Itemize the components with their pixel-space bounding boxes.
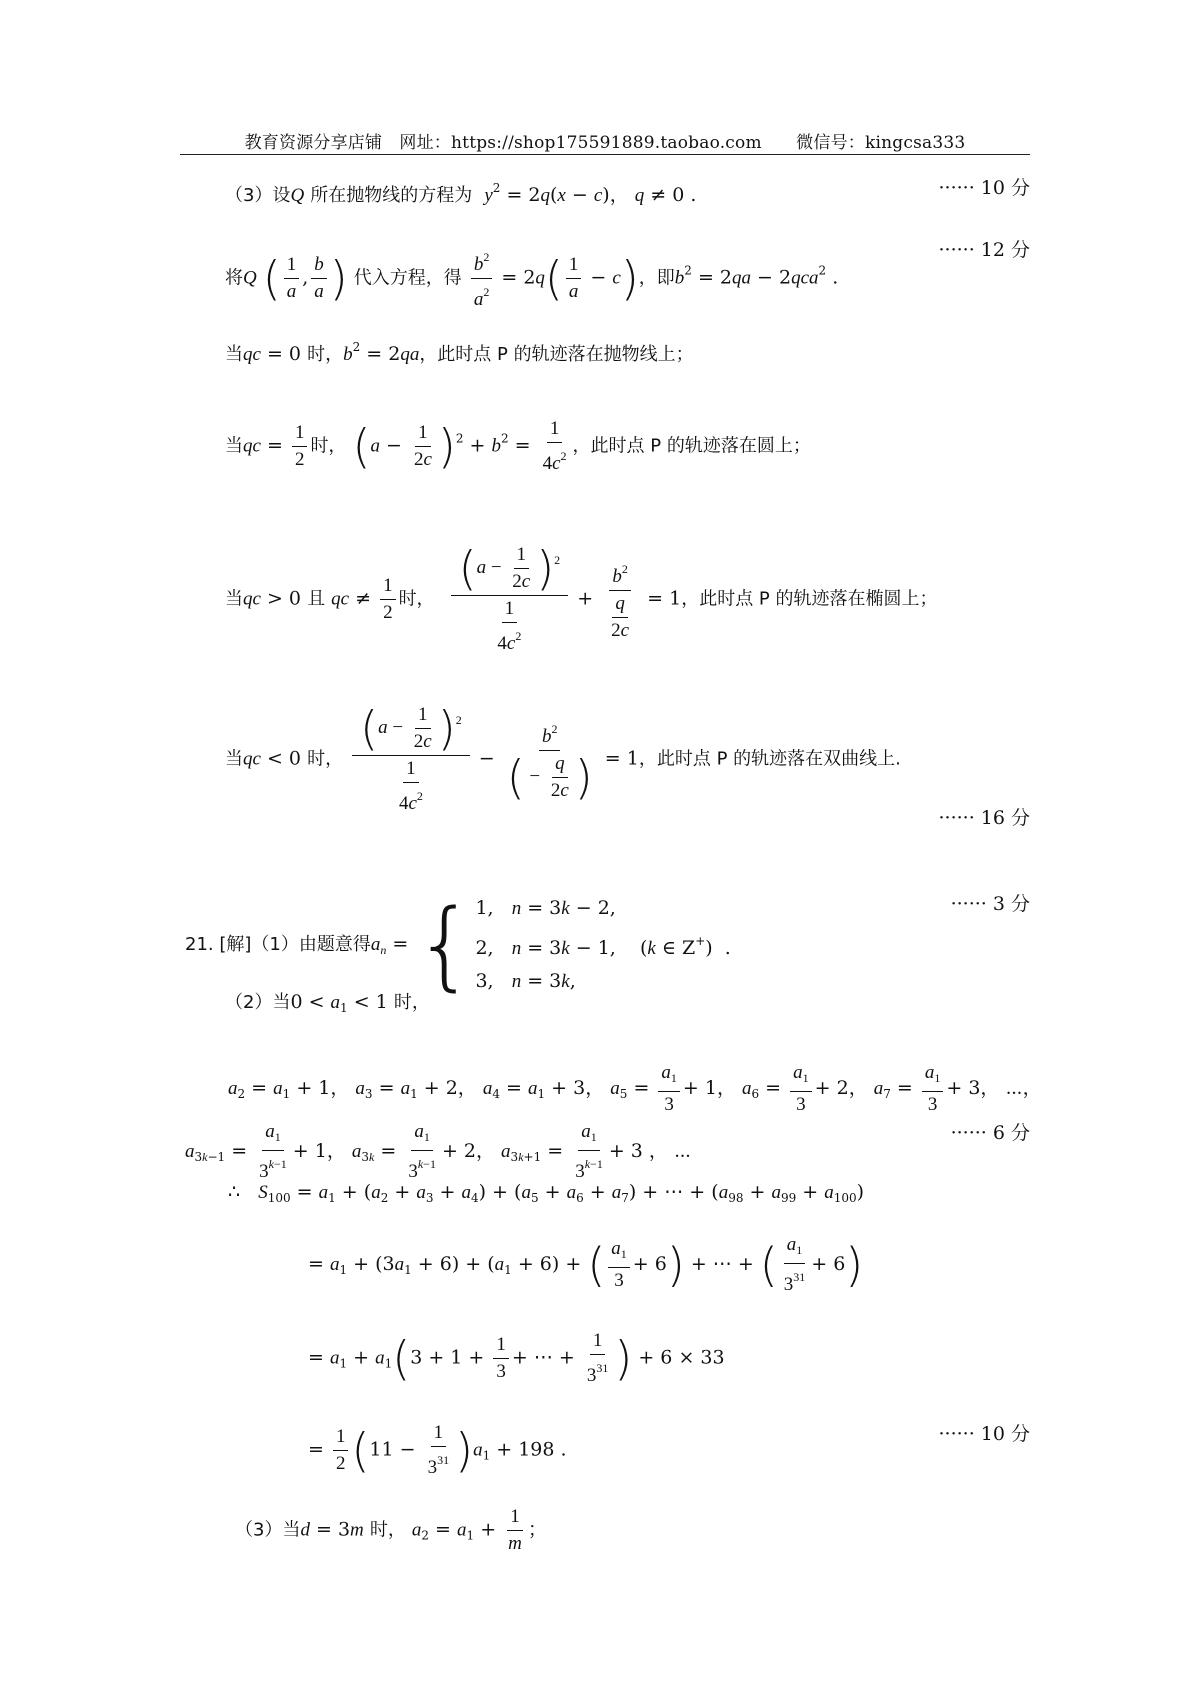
line-q21-part3: （3）当d = 3m 时， $a_2 = a_1$ + $\frac{1}{m}$ ；	[235, 1506, 547, 1554]
line-general-terms: $a_{3k-1}$ = $\frac{a_1}{3^{k-1}}$ + 1， $a_{3k}$ = $\frac{a_1}{3^{k-1}}$ + 2， $a_{3k+1}$ = $\frac{a_1}{3^{k-1}}$ + 3 ， ⋯	[185, 1121, 692, 1182]
line-s100-step2: = $a_1 + a_1(3 + 1$ + $\frac{1}{3}$ + ⋯ + $\frac{1}{3^{31}}$ ) + 6 × 33	[308, 1330, 725, 1386]
line-q21-part2: （2）当$0 < a_1 < 1$ 时，	[225, 991, 430, 1015]
score-10a: ······ 10 分	[938, 177, 1030, 199]
score-3: ······ 3 分	[950, 893, 1030, 915]
score-10b: ······ 10 分	[938, 1423, 1030, 1445]
line-q21-part1: 21. [解]（1）由题意得$a_n$ = { 1, n = 3k − 2, 2, n = 3k − 1, (k ∈ Z+) . 3, n = 3k,	[185, 889, 731, 1001]
header-rule	[180, 154, 1030, 155]
score-12: ······ 12 分	[938, 239, 1030, 261]
line-s100-result: = $\frac{1}{2}$ (11 − $\frac{1}{3^{31}}$ )$a_1 + 198$ .	[308, 1422, 567, 1478]
score-16: ······ 16 分	[938, 807, 1030, 829]
line-case-ellipse: 当qc > 0 且 qc ≠ $\frac{1}{2}$ 时， (a − $\frac{1}{2c}$ )$^2$ $\frac{1}{4c^2}$ + $\frac{b^2}{\frac{q}{2c}}$ = 1，此时点 P 的轨迹落在椭圆上；	[225, 541, 938, 654]
line-parabola-eq: （3）设Q 所在抛物线的方程为 $y^2 = 2q(x - c)$， q ≠ 0 .	[225, 181, 697, 206]
score-6: ······ 6 分	[950, 1122, 1030, 1144]
line-substitute: 将Q ( $\frac{1}{a}$ , $\frac{b}{a}$ ) 代入方程，得 $\frac{b^2}{a^2}$ = 2q( $\frac{1}{a}$ − c)，即$b^2 = 2qa - 2qca^2$ .	[225, 246, 838, 311]
line-sequence-terms: $a_2 = a_1 + 1$， $a_3 = a_1 + 2$， $a_4 = a_1 + 3$， $a_5$ = $\frac{a_1}{3}$ + 1， $a_6$ = $\frac{a_1}{3}$ + 2， $a_7$ = $\frac{a_1}{3}$ + 3， ⋯，	[228, 1062, 1042, 1115]
line-case-parabola: 当qc = 0 时，$b^2 = 2qa$，此时点 P 的轨迹落在抛物线上；	[225, 340, 694, 365]
line-case-hyperbola: 当qc < 0 时， (a − $\frac{1}{2c}$ )$^2$ $\frac{1}{4c^2}$ − $b^2$ ( − $\frac{q}{2c}$ ) = 1，此时点 P 的轨迹落在双曲线上.	[225, 701, 901, 814]
line-s100-def: ∴ $S_{100} = a_1 + (a_2 + a_3 + a_4) + (a_5 + a_6 + a_7)$ + ⋯ + $(a_{98} + a_{99} + a_{100})$	[228, 1181, 865, 1205]
line-s100-step1: = $a_1 + (3a_1 + 6) + (a_1 + 6)$ + ( $\frac{a_1}{3}$ + 6) + ⋯ + ( $\frac{a_1}{3^{31}}$ + 6)	[308, 1234, 864, 1295]
page-header: 教育资源分享店铺 网址：https://shop175591889.taobao.com 微信号：kingcsa333	[244, 133, 966, 153]
line-case-circle: 当qc = $\frac{1}{2}$ 时， (a − $\frac{1}{2c}$ )$^2 + b^2$ = $\frac{1}{4c^2}$ ，此时点 P 的轨迹落在圆上；	[225, 418, 811, 474]
